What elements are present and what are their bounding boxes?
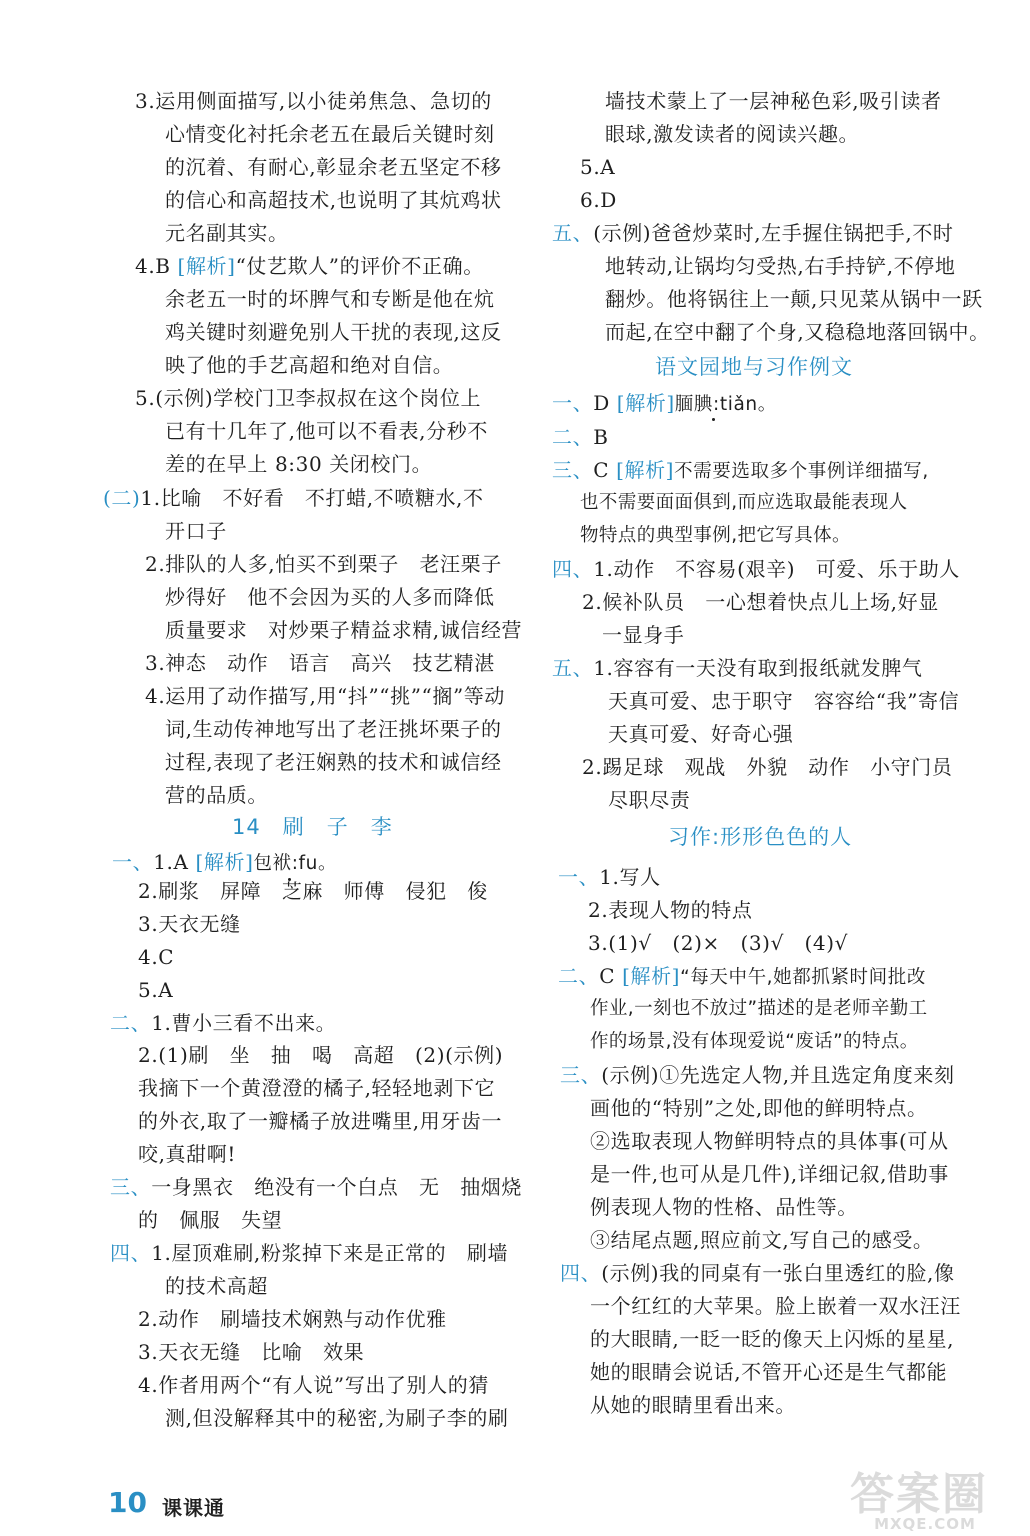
text-line: 一个红红的大苹果。脸上嵌着一双水汪汪 [590, 1294, 961, 1318]
analysis-text: 腼腆:tiǎn。 [674, 394, 777, 415]
item-text: 1.A [153, 850, 196, 874]
analysis-tag: [解析] [622, 964, 681, 988]
text-line: 4.运用了动作描写,用“抖”“挑”“搁”等动 [145, 684, 505, 708]
text-line [560, 1256, 955, 1290]
text-line: 2.表现人物的特点 [588, 898, 753, 922]
text-line: 炒得好 他不会因为买的人多而降低 [165, 585, 495, 609]
text-line: 5.(示例)学校门卫李叔叔在这个岗位上 [135, 386, 482, 410]
text-line [552, 216, 954, 250]
item-text: C [599, 964, 623, 988]
item-text: 1.写人 [599, 865, 661, 889]
text-line: 是一件,也可从是几件),详细记叙,借助事 [590, 1162, 949, 1186]
emphasis-dot [712, 418, 715, 421]
text-line: 质量要求 对炒栗子精益求精,诚信经营 [165, 618, 523, 642]
analysis-text: 包袱:fu。 [253, 853, 338, 874]
text-line [552, 386, 777, 422]
text-line: 例表现人物的性格、品性等。 [590, 1195, 858, 1219]
item-text: “仗艺欺人”的评价不正确。 [235, 254, 484, 278]
section-number: 二、 [110, 1011, 152, 1035]
text-line: 2.排队的人多,怕买不到栗子 老汪栗子 [145, 552, 502, 576]
analysis-tag: [解析] [195, 850, 254, 874]
text-line: 墙技术蒙上了一层神秘色彩,吸引读者 [605, 89, 942, 113]
text-line: 鸡关键时刻避免别人干扰的表现,这反 [165, 320, 502, 344]
text-line: ②选取表现人物鲜明特点的具体事(可从 [590, 1129, 949, 1153]
section-number: 二、 [552, 425, 594, 449]
text-line [560, 1058, 955, 1092]
section-heading: 14 刷 子 李 [232, 815, 393, 839]
section-number: 三、 [560, 1063, 602, 1087]
item-text: B [593, 425, 609, 449]
text-line [558, 959, 926, 995]
text-line: 她的眼睛会说话,不管开心还是生气都能 [590, 1360, 948, 1384]
text-line: 尽职尽责 [608, 788, 691, 812]
text-line: 3.神态 动作 语言 高兴 技艺精湛 [145, 651, 495, 675]
analysis-text: 不需要选取多个事例详细描写, [674, 461, 929, 482]
section-heading: 习作:形形色色的人 [668, 825, 853, 849]
text-line: 3.天衣无缝 比喻 效果 [138, 1340, 365, 1364]
text-line: 映了他的手艺高超和绝对自信。 [165, 353, 454, 377]
text-line: 咬,真甜啊! [138, 1142, 236, 1166]
page-number: 10 [108, 1486, 147, 1519]
text-line: 心情变化衬托余老五在最后关键时刻 [165, 122, 495, 146]
item-text: (示例)我的同桌有一张白里透红的脸,像 [601, 1261, 955, 1285]
text-line: 余老五一时的坏脾气和专断是他在炕 [165, 287, 495, 311]
text-line: 3.运用侧面描写,以小徒弟焦急、急切的 [135, 89, 492, 113]
analysis-tag: [解析] [177, 254, 236, 278]
text-line: 2.(1)刷 坐 抽 喝 高超 (2)(示例) [138, 1043, 504, 1067]
text-line: 我摘下一个黄澄澄的橘子,轻轻地剥下它 [138, 1076, 496, 1100]
text-line: 6.D [580, 188, 617, 212]
text-line: 的沉着、有耐心,彰显余老五坚定不移 [165, 155, 502, 179]
section-number: 四、 [552, 557, 594, 581]
text-line: 5.A [580, 155, 616, 179]
analysis-tag: [解析] [616, 458, 675, 482]
text-line: 的技术高超 [165, 1274, 268, 1298]
text-line [552, 453, 929, 489]
analysis-tag: [解析] [616, 391, 675, 415]
text-line: ③结尾点题,照应前文,写自己的感受。 [590, 1228, 934, 1252]
text-line: 也不需要面面俱到,而应选取最能表现人 [580, 492, 908, 513]
section-number: 四、 [110, 1241, 152, 1265]
section-number: 一、 [558, 865, 600, 889]
item-text: 1.比喻 不好看 不打蜡,不喷糖水,不 [140, 486, 484, 510]
text-line [552, 552, 960, 586]
brand-name: 课课通 [162, 1496, 225, 1520]
text-line: 元名副其实。 [165, 221, 289, 245]
text-line [552, 651, 923, 685]
text-line: 天真可爱、忠于职守 容容给“我”寄信 [608, 689, 960, 713]
text-line: 从她的眼睛里看出来。 [590, 1393, 796, 1417]
text-line: 眼球,激发读者的阅读兴趣。 [605, 122, 860, 146]
text-line: 过程,表现了老汪娴熟的技术和诚信经 [165, 750, 502, 774]
text-line: 3.天衣无缝 [138, 912, 241, 936]
item-text: 1.屋顶难刷,粉浆掉下来是正常的 刷墙 [151, 1241, 509, 1265]
text-line: 2.踢足球 观战 外貌 动作 小守门员 [582, 755, 953, 779]
item-text: D [593, 391, 617, 415]
section-number: 三、 [552, 458, 594, 482]
text-line [552, 420, 609, 454]
text-line [135, 249, 484, 283]
item-text: 一身黑衣 绝没有一个白点 无 抽烟烧 [151, 1175, 523, 1199]
item-text: 1.动作 不容易(艰辛) 可爱、乐于助人 [593, 557, 960, 581]
text-line: 2.动作 刷墙技术娴熟与动作优雅 [138, 1307, 447, 1331]
text-line: 词,生动传神地写出了老汪挑坏栗子的 [165, 717, 502, 741]
text-line [110, 1170, 522, 1204]
section-heading: 语文园地与习作例文 [655, 355, 853, 379]
text-line: 营的品质。 [165, 783, 268, 807]
text-line: 作业,一刻也不放过”描述的是老师辛勤工 [590, 998, 928, 1019]
text-line [103, 481, 484, 515]
text-line: 物特点的典型事例,把它写具体。 [580, 525, 851, 546]
item-text: 1.容容有一天没有取到报纸就发脾气 [593, 656, 923, 680]
analysis-text: “每天中午,她都抓紧时间批改 [680, 967, 926, 988]
watermark-url: MXQE.COM [874, 1515, 976, 1533]
text-line: 而起,在空中翻了个身,又稳稳地落回锅中。 [605, 320, 990, 344]
text-line [110, 1006, 336, 1040]
text-line: 的信心和高超技术,也说明了其炕鸡状 [165, 188, 502, 212]
text-line: 测,但没解释其中的秘密,为刷子李的刷 [165, 1406, 509, 1430]
text-line: 4.作者用两个“有人说”写出了别人的猜 [138, 1373, 489, 1397]
text-line: 的大眼睛,一眨一眨的像天上闪烁的星星, [590, 1327, 955, 1351]
text-line: 3.(1)√ (2)× (3)√ (4)√ [588, 931, 848, 955]
text-line: 4.C [138, 945, 175, 969]
item-text: (示例)爸爸炒菜时,左手握住锅把手,不时 [593, 221, 954, 245]
text-line: 天真可爱、好奇心强 [608, 722, 794, 746]
watermark-logo [840, 1458, 1010, 1533]
item-number: 4.B [135, 254, 178, 278]
section-number: 二、 [558, 964, 600, 988]
text-line [558, 860, 661, 894]
text-line [110, 1236, 508, 1270]
text-line: 2.刷浆 屏障 芝麻 师傅 侵犯 俊 [138, 879, 488, 903]
text-line: 地转动,让锅均匀受热,右手持铲,不停地 [605, 254, 956, 278]
section-number: 一、 [112, 850, 154, 874]
section-number: 五、 [552, 221, 594, 245]
watermark-chars: 答案圈 [850, 1469, 988, 1520]
text-line: 差的在早上 8:30 关闭校门。 [165, 452, 433, 476]
section-number: 三、 [110, 1175, 152, 1199]
text-line: 翻炒。他将锅往上一颠,只见菜从锅中一跃 [605, 287, 983, 311]
section-number: 一、 [552, 391, 594, 415]
text-line: 开口子 [165, 519, 227, 543]
text-line: 2.候补队员 一心想着快点儿上场,好显 [582, 590, 939, 614]
text-line: 一显身手 [602, 623, 685, 647]
text-line: 的 佩服 失望 [138, 1208, 283, 1232]
section-number: (二) [103, 486, 141, 510]
section-number: 五、 [552, 656, 594, 680]
text-line: 5.A [138, 978, 174, 1002]
item-text: C [593, 458, 617, 482]
text-line: 画他的“特别”之处,即他的鲜明特点。 [590, 1096, 928, 1120]
section-number: 四、 [560, 1261, 602, 1285]
text-line: 的外衣,取了一瓣橘子放进嘴里,用牙齿一 [138, 1109, 503, 1133]
item-text: 1.曹小三看不出来。 [151, 1011, 337, 1035]
text-line: 已有十几年了,他可以不看表,分秒不 [165, 419, 488, 443]
text-line: 作的场景,没有体现爱说“废话”的特点。 [590, 1031, 919, 1052]
item-text: (示例)①先选定人物,并且选定角度来刻 [601, 1063, 955, 1087]
